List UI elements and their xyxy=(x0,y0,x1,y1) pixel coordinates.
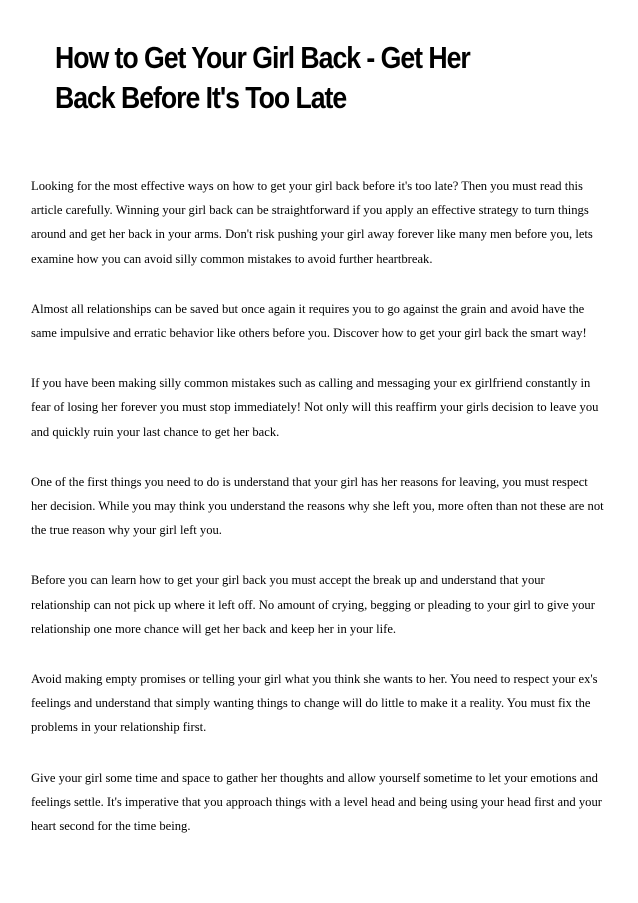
page-title xyxy=(55,38,537,118)
paragraph-7: Give your girl some time and space to gather her thoughts and allow yourself sometime to let your emotions and feelings settle. It's imperative that you approach things with a level head and being using your head first and your heart second for the time being. xyxy=(31,770,602,834)
paragraph-5: Before you can learn how to get your girl back you must accept the break up and understand that your relationship can not pick up where it left off. No amount of crying, begging or pleading to your girl to give your relationship one more chance will get her back and keep her in your life. xyxy=(31,573,595,636)
paragraph-2: Almost all relationships can be saved but once again it requires you to go against the grain and avoid have the same impulsive and erratic behavior like others before you. Discover how to get your girl back the smart way! xyxy=(31,301,587,341)
title-line-2: Back Before It's Too Late xyxy=(55,80,347,115)
paragraph-4: One of the first things you need to do is understand that your girl has her reasons for leaving, you must respect her decision. While you may think you understand the reasons why she left you, more often than not these are not the true reason why your girl left you. xyxy=(31,474,604,538)
title-line-1: How to Get Your Girl Back - Get Her xyxy=(55,40,470,75)
paragraph-6: Avoid making empty promises or telling your girl what you think she wants to her. You need to respect your ex's feelings and understand that simply wanting things to change will do little to make it a reality. You must fix the problems in your relationship first. xyxy=(31,672,598,735)
paragraph-1: Looking for the most effective ways on how to get your girl back before it's too late? Then you must read this article carefully. Winning your girl back can be straightforward if you apply an effective strategy to turn things around and get her back in your arms. Don't risk pushing your girl away forever like many men before you, lets examine how you can avoid silly common mistakes to avoid further heartbreak. xyxy=(31,179,593,266)
paragraph-3: If you have been making silly common mistakes such as calling and messaging your ex girlfriend constantly in fear of losing her forever you must stop immediately! Not only will this reaffirm your girls decision to leave you and quickly ruin your last chance to get her back. xyxy=(31,376,599,439)
article-body xyxy=(31,174,606,864)
